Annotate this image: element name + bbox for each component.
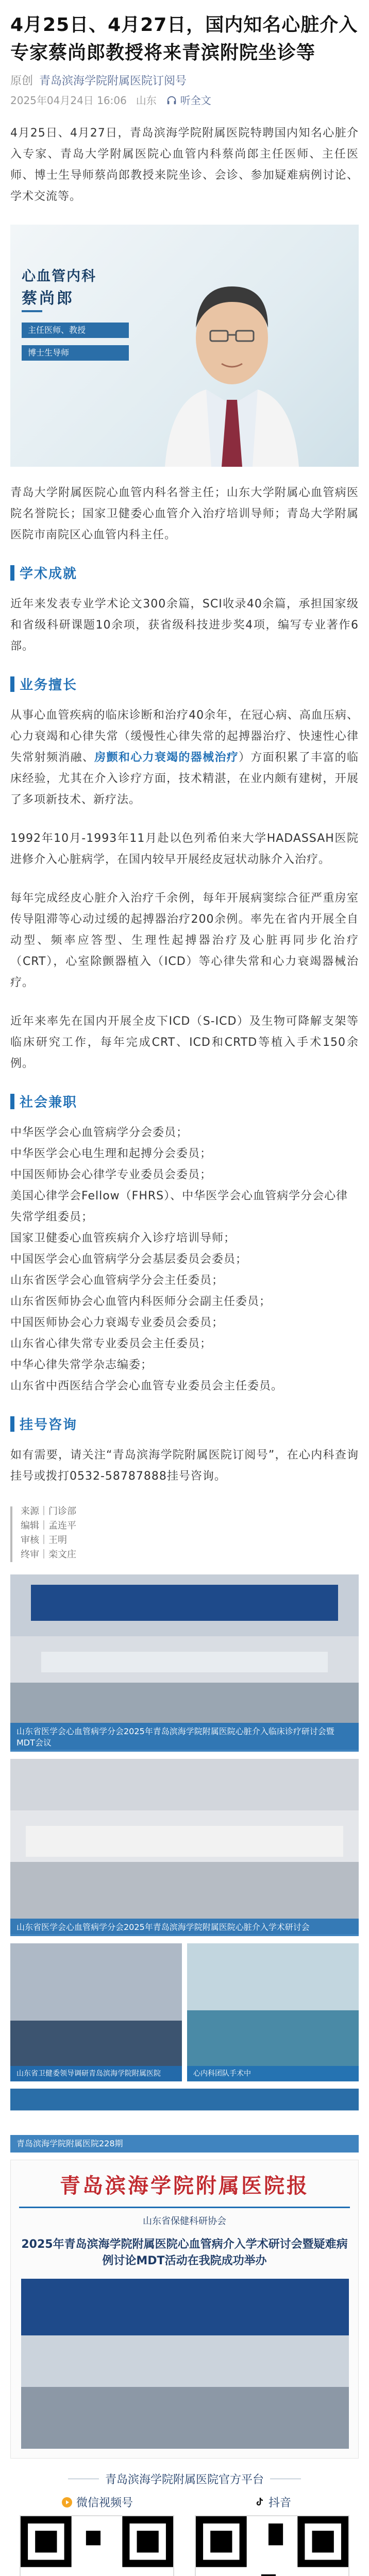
newspaper-subtitle: 山东省保健科研协会 <box>143 2216 226 2227</box>
duty-item: 中华医学会心血管病学分会委员； <box>10 1126 189 1139</box>
article-title: 4月25日、4月27日，国内知名心脏介入专家蔡尚郎教授将来青滨附院坐诊等 <box>10 14 358 63</box>
listen-label: 听全文 <box>180 94 211 107</box>
expertise-paragraph-4: 近年来率先在国内开展全皮下ICD（S-ICD）及生物可降解支架等临床研究工作，每年完成CRT、ICD和CRTD等植入手术150余例。 <box>10 1015 359 1070</box>
registration-paragraph: 如有需要，请关注“青岛滨海学院附属医院订阅号”，在心内科查询挂号或拨打0532-58787888挂号咨询。 <box>10 1449 359 1483</box>
meta-row <box>10 72 359 91</box>
photo-seminar[interactable] <box>10 1759 359 1936</box>
section-title-registration: 挂号咨询 <box>20 1417 78 1433</box>
photo-conference[interactable] <box>10 1574 359 1752</box>
douyin-label: 抖音 <box>268 2497 291 2510</box>
section-title-social: 社会兼职 <box>20 1095 78 1110</box>
wechat-label-row <box>14 2494 179 2510</box>
photo-issue[interactable] <box>10 2089 359 2153</box>
credit-line: 终审｜栾文庄 <box>21 1549 76 1560</box>
article-header <box>0 0 369 109</box>
duty-item: 中华医学会心电生理和起搏分会委员； <box>10 1147 212 1160</box>
news-tile-photo <box>187 1943 359 2081</box>
bio-paragraph: 青岛大学附属医院心血管内科名誉主任；山东大学附属心血管病医院名誉院长；国家卫健委心血管介入治疗培训导师；青岛大学附属医院市南院区心血管内科主任。 <box>10 486 359 541</box>
doctor-role: 博士生导师 <box>22 345 129 361</box>
expertise-highlight: 房颤和心力衰竭的器械治疗 <box>94 751 239 764</box>
credits-bar <box>10 1506 12 1562</box>
newspaper-headline: 2025年青岛滨海学院附属医院心血管病介入学术研讨会暨疑难病例讨论MDT活动在我院成功举办 <box>21 2238 348 2267</box>
credits-list <box>21 1504 76 1562</box>
newspaper-rule <box>19 2207 350 2208</box>
expertise-paragraph-1 <box>10 705 359 810</box>
duty-item: 山东省中西医结合学会心血管专业委员会主任委员。 <box>10 1380 283 1393</box>
doctor-dept: 心血管内科 <box>22 268 96 284</box>
expertise-text: 从事心血管疾病的临床诊断和治疗40余年，在冠心病、高血压病、心力衰竭和心律失常（缓慢性心律失常的起搏器治疗、快速性心律失常射频消融、 <box>10 709 359 764</box>
qr-pattern <box>21 2516 173 2576</box>
seminar-photo <box>10 1759 359 1934</box>
doctor-name: 蔡尚郎 <box>22 290 74 308</box>
douyin-qr-code <box>195 2515 349 2576</box>
expertise-text: ）方面积累了丰富的临床经验，尤其在介入诊疗方面，技术精湛，在业内颇有建树，开展了多项新技术、新疗法。 <box>10 751 359 806</box>
douyin-qr-card[interactable] <box>190 2494 355 2576</box>
publish-datetime: 2025年04月24日 16:06 <box>10 94 127 107</box>
credits <box>10 1504 359 1562</box>
wechat-qr-card[interactable] <box>14 2494 179 2576</box>
section-bar <box>10 676 14 692</box>
newspaper-preview[interactable] <box>10 2160 359 2459</box>
duty-item: 美国心律学会Fellow（FHRS）、中华医学会心血管病学分会心律失常学组委员； <box>10 1190 348 1224</box>
section-head-social <box>10 1092 359 1111</box>
news-tiles <box>10 1943 359 2081</box>
news-tile-caption: 山东省卫健委领导调研青岛滨海学院附属医院 <box>10 2066 182 2081</box>
wechat-qr-code <box>20 2515 174 2576</box>
duty-item: 国家卫健委心血管疾病介入诊疗培训导师； <box>10 1232 236 1245</box>
publish-location: 山东 <box>136 94 157 107</box>
duty-item: 山东省医师协会心血管内科医师分会副主任委员； <box>10 1295 272 1308</box>
duty-item: 山东省医学会心血管病学分会主任委员； <box>10 1274 224 1287</box>
headphones-icon <box>166 95 177 106</box>
photo-caption: 山东省医学会心血管病学分会2025年青岛滨海学院附属医院心脏介入临床诊疗研讨会暨MDT会议 <box>10 1723 359 1752</box>
duty-item: 山东省心律失常专业委员会主任委员； <box>10 1337 212 1350</box>
listen-button[interactable] <box>166 92 211 109</box>
expertise-paragraph-2: 1992年10月-1993年11月赴以色列希伯来大学HADASSAH医院进修介入心脏病学，在国内较早开展经皮冠状动脉介入治疗。 <box>10 832 359 866</box>
section-head-expertise <box>10 674 359 693</box>
article-body <box>0 109 369 2576</box>
credit-line: 编辑｜孟连平 <box>21 1520 76 1531</box>
doctor-role: 主任医师、教授 <box>22 323 129 338</box>
photo-caption: 山东省医学会心血管病学分会2025年青岛滨海学院附属医院心脏介入学术研讨会 <box>10 1919 359 1936</box>
news-tile[interactable] <box>10 1943 182 2081</box>
douyin-label-row <box>190 2494 355 2510</box>
section-head-research <box>10 563 359 582</box>
intro-paragraph: 4月25日、4月27日，青岛滨海学院附属医院特聘国内知名心脏介入专家、青岛大学附属医院心血管内科蔡尚郎主任医师、主任医师、博士生导师蔡尚郎教授来院坐诊、会诊、参加疑难病例讨论、学术交流等。 <box>10 127 359 203</box>
music-note-icon <box>253 2496 265 2509</box>
footer-brand-text: 青岛滨海学院附属医院官方平台 <box>105 2473 264 2486</box>
newspaper-photo <box>21 2279 349 2449</box>
doctor-card <box>10 225 359 467</box>
news-tile[interactable] <box>187 1943 359 2081</box>
section-title-expertise: 业务擅长 <box>20 677 78 693</box>
video-icon <box>61 2496 73 2509</box>
credit-line: 来源｜门诊部 <box>21 1506 76 1517</box>
section-bar <box>10 565 14 581</box>
expertise-paragraph-3: 每年完成经皮心脏介入治疗千余例，每年开展病窦综合征严重房室传导阻滞等心动过缓的起搏器治疗200余例。率先在省内开展全自动型、频率应答型、生理性起搏器治疗及心脏再同步化治疗（CRT），心室除颤器植入（ICD）等心律失常和心力衰竭器械治疗。 <box>10 892 359 989</box>
duty-item: 中国医师协会心力衰竭专业委员会委员； <box>10 1316 224 1329</box>
section-title-research: 学术成就 <box>20 566 78 582</box>
wechat-label: 微信视频号 <box>76 2497 133 2510</box>
duty-item: 中国医师协会心律学专业委员会委员； <box>10 1168 212 1181</box>
qr-pattern <box>196 2516 348 2576</box>
meta-row-2 <box>10 92 359 109</box>
news-tile-photo <box>10 1943 182 2081</box>
footer-brand <box>10 2471 359 2487</box>
original-tag: 原创 <box>10 75 33 88</box>
research-paragraph: 近年来发表专业学术论文300余篇，SCI收录40余篇，承担国家级和省级科研课题10余项，获省级科技进步奖4项，编写专业著作6部。 <box>10 598 359 653</box>
account-link[interactable]: 青岛滨海学院附属医院订阅号 <box>39 75 187 88</box>
social-duty-list <box>10 1122 359 1397</box>
photo-caption: 青岛滨海学院附属医院228期 <box>10 2135 359 2153</box>
section-bar <box>10 1094 14 1109</box>
doctor-portrait <box>144 235 320 467</box>
section-bar <box>10 1416 14 1432</box>
doctor-roles <box>22 323 129 361</box>
newspaper-title: 青岛滨海学院附属医院报 <box>60 2174 309 2198</box>
credit-line: 审核｜王明 <box>21 1535 67 1546</box>
section-head-registration <box>10 1414 359 1433</box>
doctor-accent-bar <box>22 310 42 312</box>
duty-item: 中华心律失常学杂志编委； <box>10 1359 153 1371</box>
duty-item: 中国医学会心血管病学分会基层委员会委员； <box>10 1253 248 1266</box>
news-tile-caption: 心内科团队手术中 <box>187 2066 359 2081</box>
qr-row <box>10 2494 359 2576</box>
